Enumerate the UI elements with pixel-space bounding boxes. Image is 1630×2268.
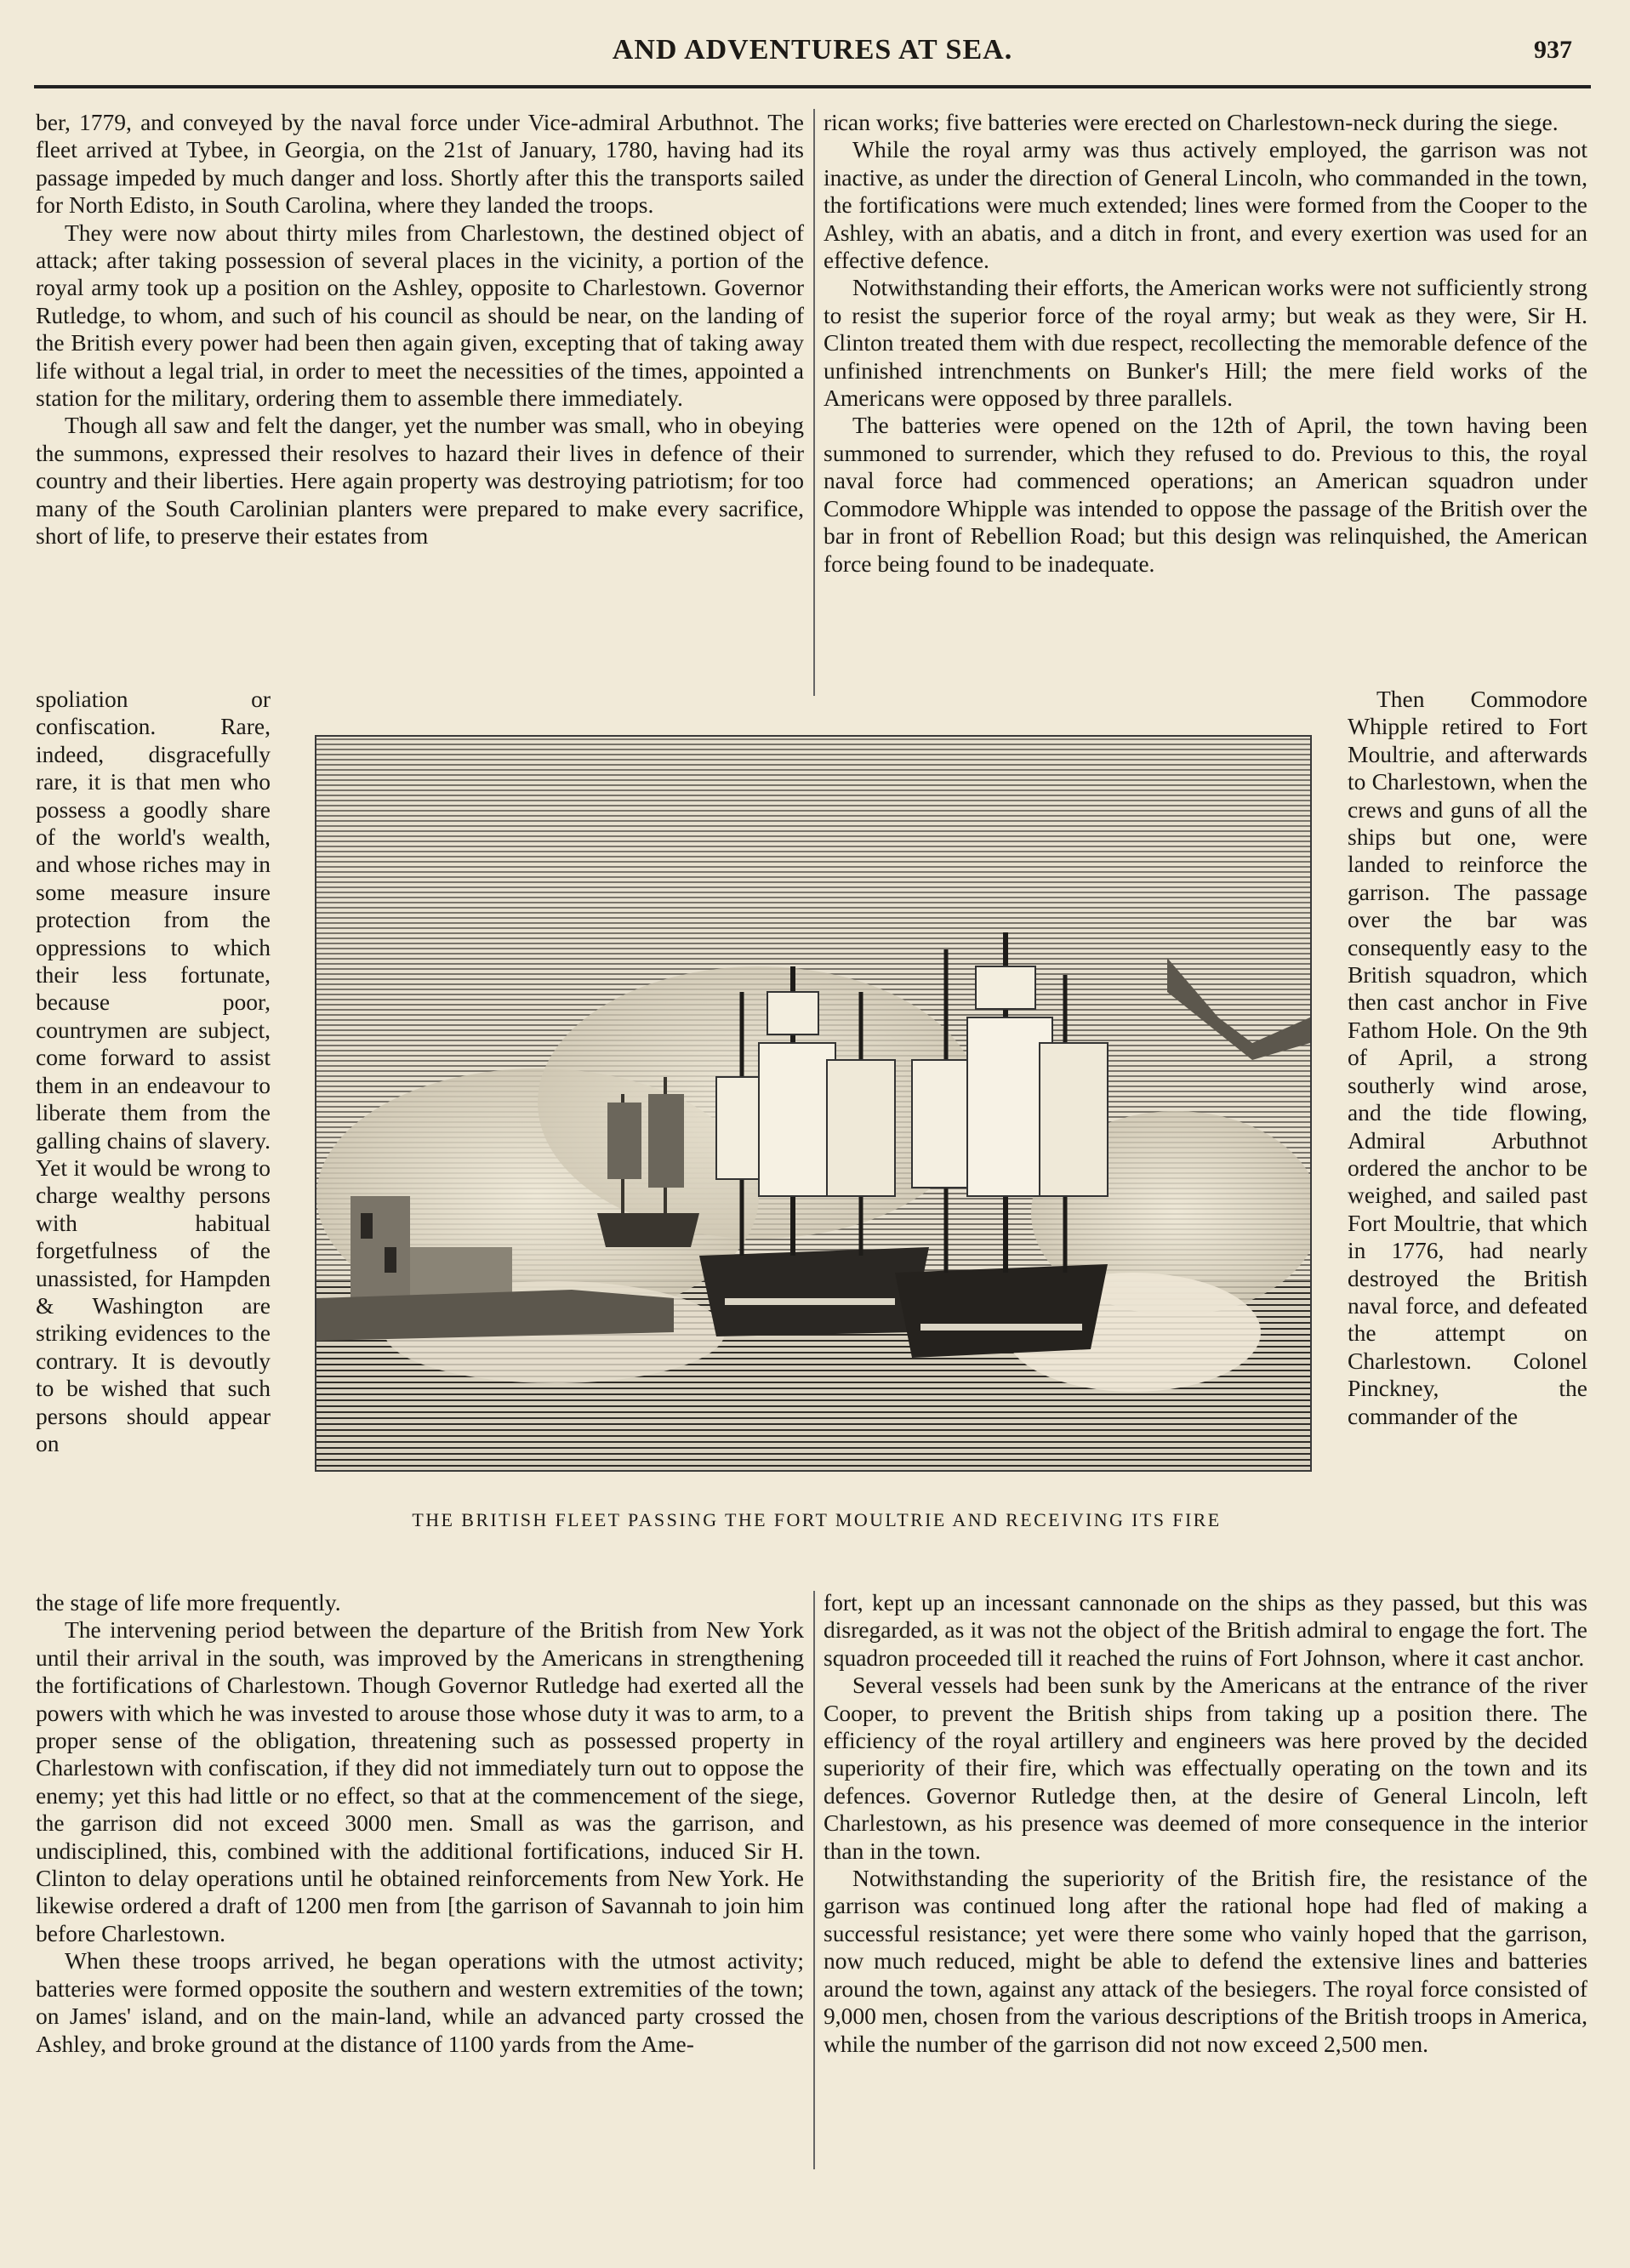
right-column-top <box>824 109 1587 578</box>
paragraph: spoliation or confiscation. Rare, indeed, disgracefully rare, it is that men who possess a goodly share of the world's wealth, and whose riches may in some measure insure protection from the oppressions to which their less fortunate, because poor, countrymen are subject, come forward to assist them in an endeavour to liberate them from the galling chains of slavery. Yet it would be wrong to charge wealthy persons with habitual forgetfulness of the unassisted, for Hampden & Washington are striking evidences to the contrary. It is devoutly to be wished that such persons should appear on <box>36 686 271 1456</box>
paragraph: Then Commodore Whipple retired to Fort Moultrie, and afterwards to Charlestown, when the crews and guns of all the ships but one, were landed to reinforce the garrison. The passage over the bar was consequently easy to the British squadron, which then cast anchor in Five Fathom Hole. On the 9th of April, a strong southerly wind arose, and the tide flowing, Admiral Arbuthnot ordered the anchor to be weighed, and sailed past Fort Moultrie, that which in 1776, had nearly destroyed the British naval force, and defeated the attempt on Charlestown. Colonel Pinckney, the commander of the <box>1348 686 1587 1429</box>
right-column-bottom <box>824 1589 1587 2058</box>
paragraph: The intervening period between the departure of the British from New York until their arrival in the south, was improved by the Americans in strengthening the fortifications of Charlestown. Though Governor Rutledge had exerted all the powers with which he was invested to arouse those whose duty it was to arm, to a proper sense of the obligation, threatening such as possessed property in Charlestown with confiscation, if they did not immediately turn out to oppose the enemy; yet this had little or no effect, so that at the commencement of the siege, the garrison did not exceed 3000 men. Small as was the garrison, and undisciplined, this, combined with the additional fortifications, induced Sir H. Clinton to delay operations until he obtained reinforcements from New York. He likewise ordered a draft of 1200 men from [the garrison of Savannah to join him before Charlestown. <box>36 1616 804 1946</box>
column-divider <box>813 1591 815 2169</box>
engraving-illustration <box>315 735 1312 1472</box>
paragraph: Several vessels had been sunk by the Americans at the entrance of the river Cooper, to prevent the British ships from taking up a position there. The efficiency of the royal artillery and engineers was here proved by the decided superiority of their fire, which was effectually operating on the town and its defences. Governor Rutledge then, at the desire of General Lincoln, left Charlestown, as his presence was deemed of more consequence in the interior than in the town. <box>824 1672 1587 1864</box>
page-number: 937 <box>1534 36 1572 64</box>
paragraph: When these troops arrived, he began operations with the utmost activity; batteries were formed opposite the southern and western extremities of the town; on James' island, and on the main-land, while an advanced party crossed the Ashley, and broke ground at the distance of 1100 yards from the Ame- <box>36 1947 804 2057</box>
right-wrap-text <box>1348 686 1587 1430</box>
paragraph: The batteries were opened on the 12th of April, the town having been summoned to surrender, which they refused to do. Previous to this, the royal naval force had commenced operations; an American squadron under Commodore Whipple was intended to oppose the passage of the British over the bar in front of Rebellion Road; but this design was relinquished, the American force being found to be inadequate. <box>824 412 1587 577</box>
running-title: AND ADVENTURES AT SEA. <box>612 34 1013 66</box>
paragraph: While the royal army was thus actively employed, the garrison was not inactive, as under the direction of General Lincoln, who commanded in the town, the fortifications were much extended; lines were formed from the Cooper to the Ashley, with an abatis, and a ditch in front, and every exertion was used for an effective defence. <box>824 136 1587 274</box>
figure-caption: THE BRITISH FLEET PASSING THE FORT MOULTRIE AND RECEIVING ITS FIRE <box>412 1509 1222 1530</box>
paragraph: rican works; five batteries were erected on Charlestown-neck during the siege. <box>824 109 1559 135</box>
paragraph: fort, kept up an incessant cannonade on the ships as they passed, but this was disregarded, as it was not the object of the British admiral to engage the fort. The squadron proceeded till it reached the ruins of Fort Johnson, where it cast anchor. <box>824 1589 1587 1671</box>
paragraph: Notwithstanding the superiority of the British fire, the resistance of the garrison was continued long after the rational hope had fled of making a successful resistance; yet were there some who vainly hoped that the garrison, now much reduced, might be able to defend the extensive lines and batteries around the town, against any attack of the besiegers. The royal force consisted of 9,000 men, chosen from the various descriptions of the British troops in America, while the number of the garrison did not now exceed 2,500 men. <box>824 1865 1587 2057</box>
paragraph: the stage of life more frequently. <box>36 1589 341 1616</box>
left-wrap-text <box>36 686 271 1457</box>
paragraph: They were now about thirty miles from Charlestown, the destined object of attack; after taking possession of several places in the vicinity, a portion of the royal army took up a position on the Ashley, opposite to Charlestown. Governor Rutledge, to whom, and such of his council as should be near, on the landing of the British every power had been then again given, excepting that of taking away life without a legal trial, in order to meet the necessities of the times, appointed a station for the military, ordering them to assemble there immediately. <box>36 219 804 412</box>
page-header <box>34 31 1591 82</box>
column-divider <box>813 109 815 696</box>
paragraph: Though all saw and felt the danger, yet the number was small, who in obeying the summons, expressed their resolves to hazard their lives in defence of their country and their liberties. Here again property was destroying patriotism; for too many of the South Carolinian planters were prepared to make every sacrifice, short of life, to preserve their estates from <box>36 412 804 550</box>
paragraph: Notwithstanding their efforts, the American works were not sufficiently strong to resist the superior force of the royal army; but weak as they were, Sir H. Clinton treated them with due respect, recollecting the memorable defence of the unfinished intrenchments on Bunker's Hill; the mere field works of the Americans were opposed by three parallels. <box>824 274 1587 412</box>
paragraph: ber, 1779, and conveyed by the naval force under Vice-admiral Arbuthnot. The fleet arrived at Tybee, in Georgia, on the 21st of January, 1780, having had its passage impeded by much danger and loss. Shortly after this the transports sailed for North Edisto, in South Carolina, where they landed the troops. <box>36 109 804 219</box>
left-column-bottom <box>36 1589 804 2058</box>
left-column-top <box>36 109 804 550</box>
header-rule <box>34 85 1591 88</box>
ship-battle-engraving <box>316 737 1310 1470</box>
